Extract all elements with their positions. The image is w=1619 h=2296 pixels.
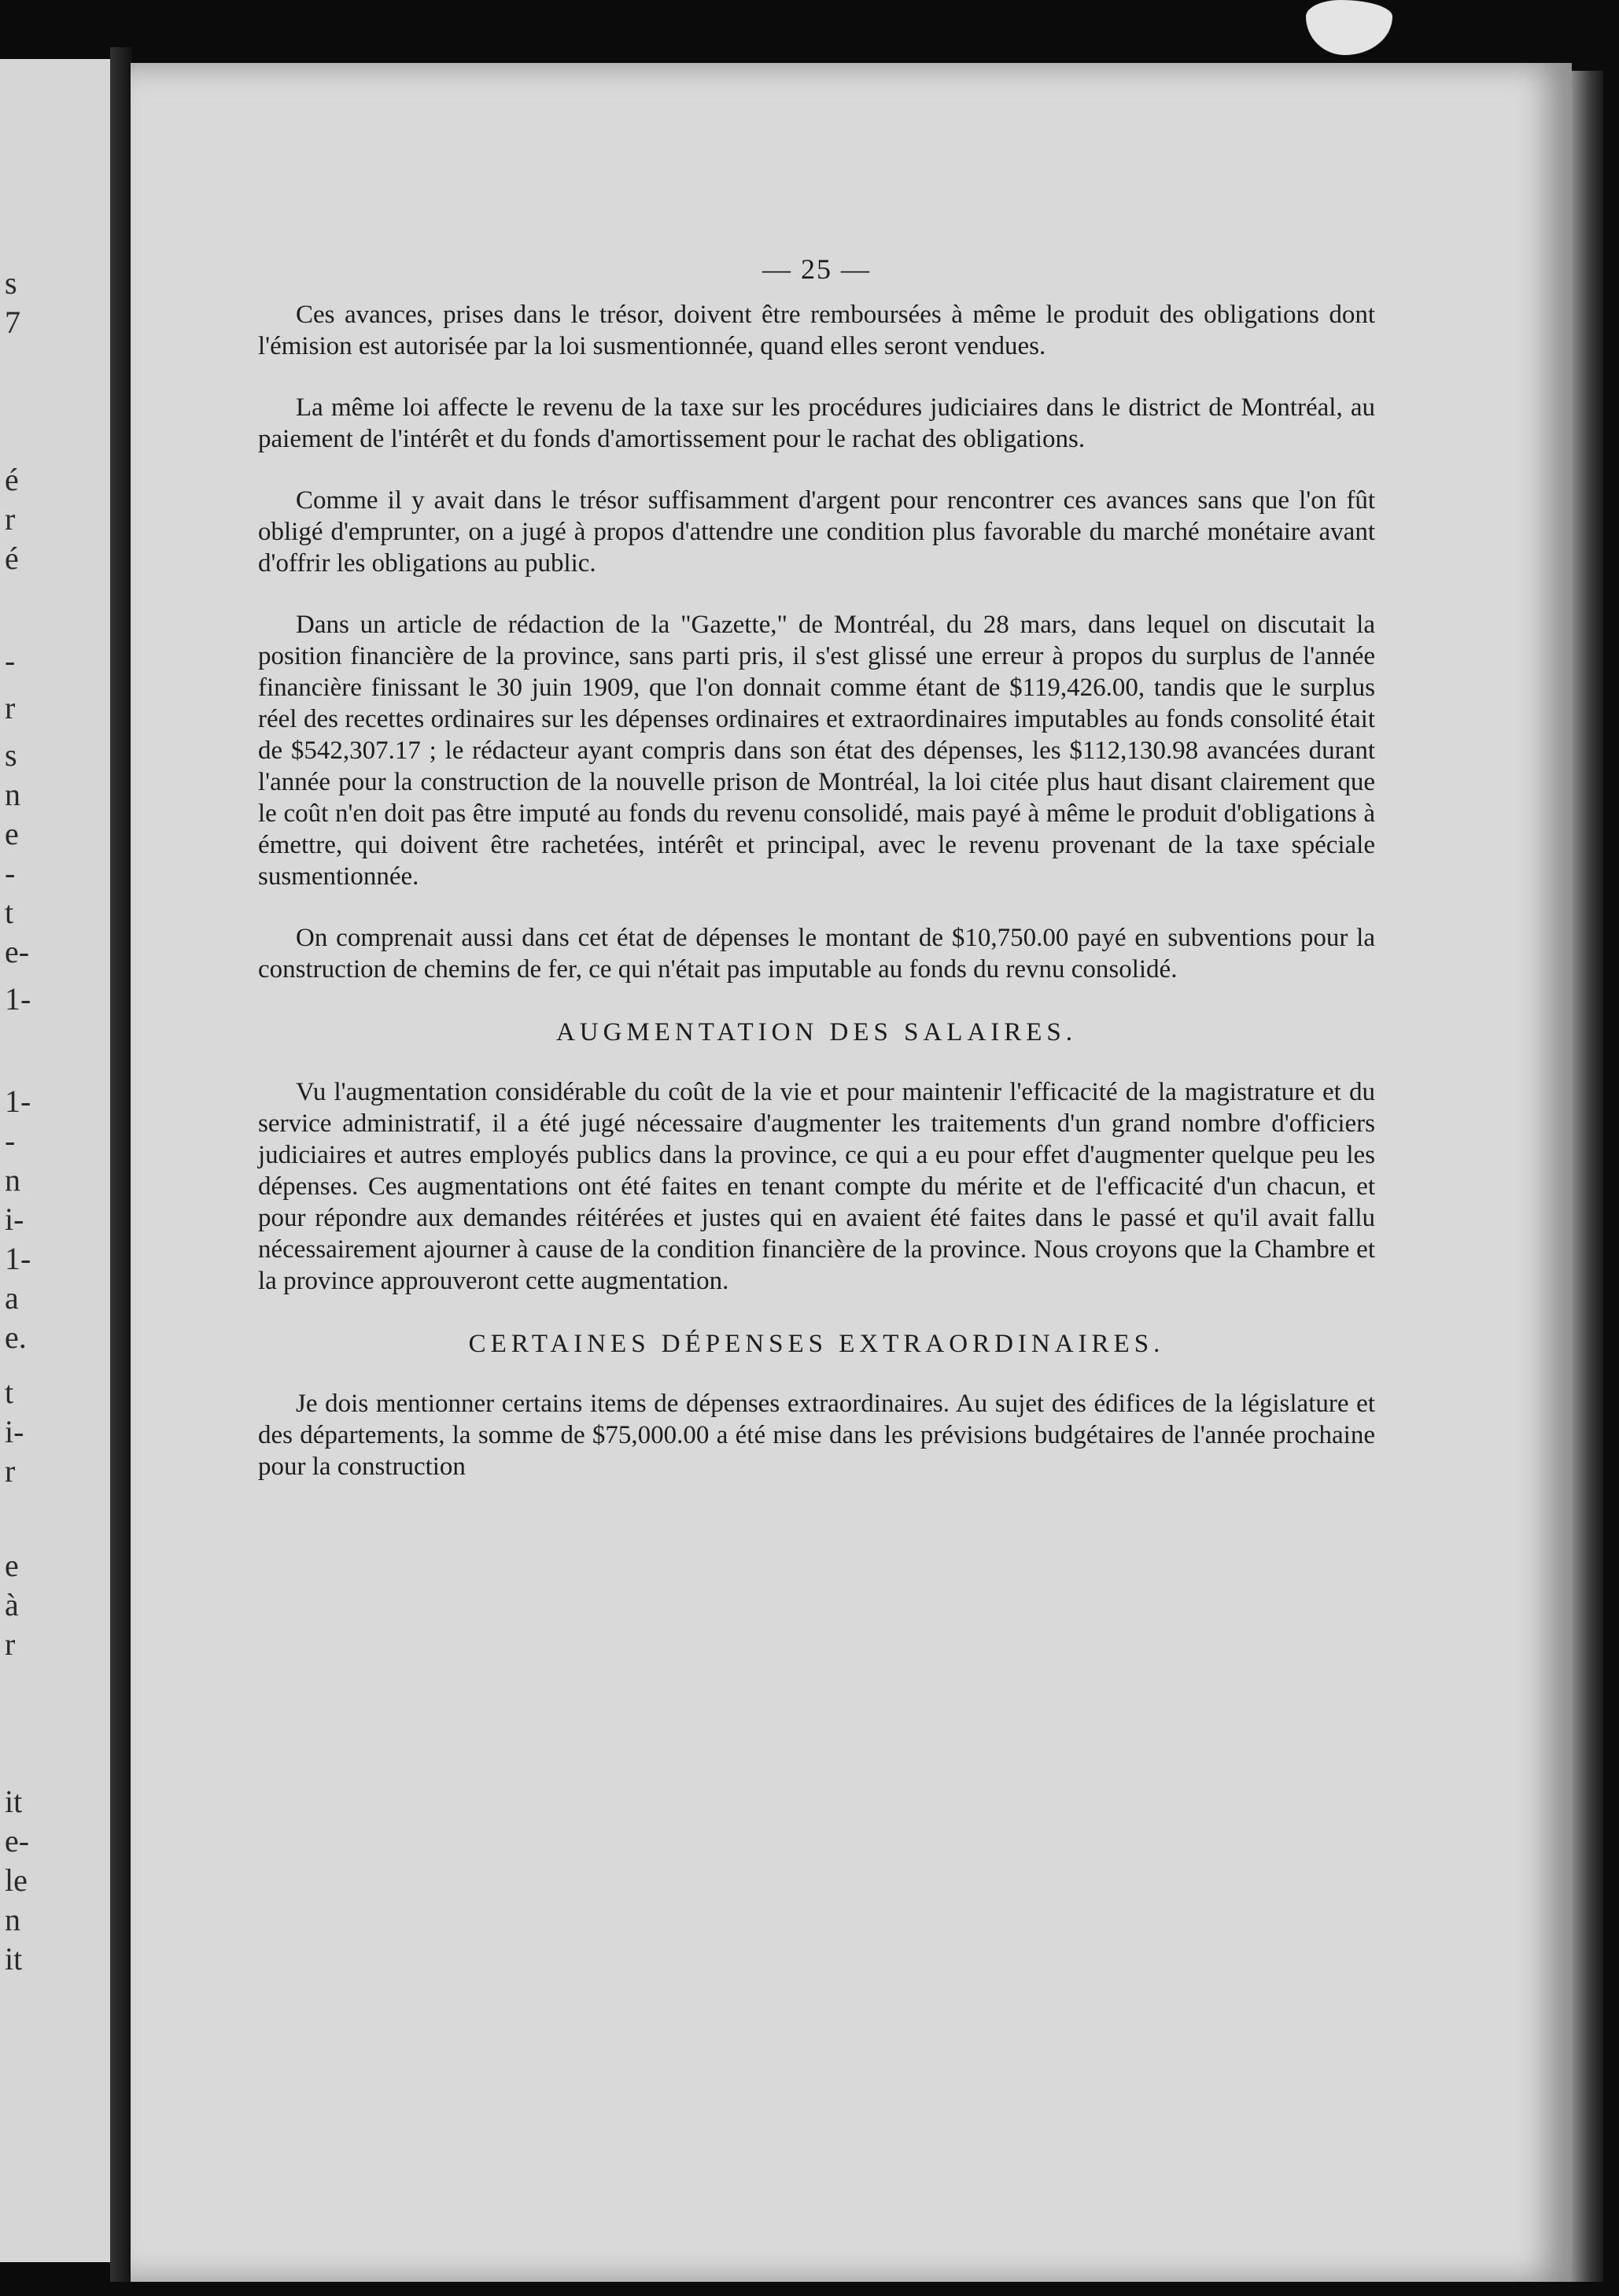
paragraph-gazette: Dans un article de rédaction de la "Gazette," de Montréal, du 28 mars, dans lequel on discutait la position financière de la province, sans parti pris, il s'est glissé une erreur à propos du surplus de l'année financière finissant le 30 juin 1909, que l'on donnait comme étant de $119,426.00, tandis que le surplus réel des recettes ordinaires sur les dépenses ordinaires et extraordinaires imputables au fonds consolité était de $542,307.17 ; le rédacteur ayant compris dans son état des dépenses, les $112,130.98 avancées durant l'année pour la construction de la nouvelle prison de Montréal, la loi citée plus haut disant clairement que le coût n'en doit pas être imputé au fonds du revenu consolidé, mais payé à même le produit d'obligations à émettre, qui doivent être rachetées, intérêt et principal, avec le revenu provenant de la taxe spéciale susmentionnée.	[258, 611, 1375, 891]
previous-page-fragment: e-	[5, 934, 30, 969]
previous-page-fragment: é	[5, 462, 19, 497]
previous-page-fragment: s	[5, 265, 17, 301]
previous-page-fragment: a	[5, 1280, 19, 1316]
paragraph-depenses: Je dois mentionner certains items de dépenses extraordinaires. Au sujet des édifices de la législature et des départements, la somme de $75,000.00 a été mise dans les prévisions budgétaires de l'année prochaine pour la construction	[258, 1390, 1375, 1481]
heading-augmentation-salaires: AUGMENTATION DES SALAIRES.	[555, 1018, 1078, 1046]
previous-page-fragment: -	[5, 643, 16, 678]
previous-page-fragment: it	[5, 1941, 23, 1977]
paragraph-tresor: Comme il y avait dans le trésor suffisamment d'argent pour rencontrer ces avances sans que l'on fût obligé d'emprunter, on a jugé à propos d'attendre une condition plus favorable du marché monétaire avant d'offrir les obligations au public.	[258, 486, 1375, 578]
previous-page-fragment: i-	[5, 1414, 24, 1449]
previous-page-fragment: n	[5, 777, 20, 812]
heading-depenses-extraordinaires: CERTAINES DÉPENSES EXTRAORDINAIRES.	[468, 1330, 1165, 1358]
previous-page-fragment: -	[5, 1123, 16, 1158]
previous-page-fragment: n	[5, 1902, 20, 1937]
previous-page-fragment: -	[5, 855, 16, 891]
page-number: — 25 —	[762, 253, 871, 285]
previous-page-fragment: s	[5, 737, 17, 773]
previous-page-fragment: t	[5, 895, 14, 930]
previous-page-fragment: r	[5, 1453, 16, 1489]
previous-page-fragment: 7	[5, 305, 20, 340]
previous-page-fragment: t	[5, 1375, 14, 1410]
paragraph-salaires: Vu l'augmentation considérable du coût de la vie et pour maintenir l'efficacité de la magistrature et du service administratif, il a été jugé nécessaire d'augmenter les traitements d'un grand nombre d'officiers judiciaires et autres employés publics dans la province, ce qui a eu pour effet d'augmenter quelque peu les dépenses. Ces augmentations ont été faites en tenant compte du mérite et de l'efficacité d'un chacun, et pour répondre aux demandes réitérées et justes qui en avaient été faites dans le passé et qu'il avait fallu nécessairement ajourner à cause de la condition financière de la province. Nous croyons que la Chambre et la province approuveront cette augmentation.	[258, 1078, 1375, 1295]
book-gutter	[110, 47, 132, 2282]
previous-page-fragment: 1-	[5, 1241, 31, 1276]
paragraph-avances: Ces avances, prises dans le trésor, doivent être remboursées à même le produit des obligations dont l'émision est autorisée par la loi susmentionnée, quand elles seront vendues.	[258, 301, 1375, 360]
previous-page-edge	[0, 59, 110, 2262]
previous-page-fragment: e.	[5, 1320, 27, 1355]
paragraph-subventions: On comprenait aussi dans cet état de dépenses le montant de $10,750.00 payé en subventions pour la construction de chemins de fer, ce qui n'était pas imputable au fonds du revnu consolidé.	[258, 924, 1375, 984]
previous-page-fragment: i-	[5, 1202, 24, 1237]
paragraph-taxe: La même loi affecte le revenu de la taxe sur les procédures judiciaires dans le district de Montréal, au paiement de l'intérêt et du fonds d'amortissement pour le rachat des obligations.	[258, 393, 1375, 453]
previous-page-fragment: it	[5, 1784, 23, 1819]
previous-page-fragment: r	[5, 501, 16, 537]
page-text	[258, 253, 1375, 1482]
previous-page-fragment: n	[5, 1162, 20, 1198]
previous-page-fragment: 1-	[5, 1083, 31, 1119]
previous-page-fragment: e	[5, 816, 19, 851]
previous-page-fragment: 1-	[5, 981, 31, 1017]
previous-page-fragment: r	[5, 1626, 16, 1662]
previous-page-fragment: r	[5, 690, 16, 725]
previous-page-fragment: le	[5, 1862, 28, 1898]
previous-page-fragment: e-	[5, 1823, 30, 1859]
previous-page-fragment: é	[5, 541, 19, 576]
page-right-edge	[1572, 71, 1603, 2282]
corner-blot	[1306, 0, 1392, 55]
previous-page-fragment: e	[5, 1548, 19, 1583]
previous-page-fragment: à	[5, 1587, 19, 1622]
